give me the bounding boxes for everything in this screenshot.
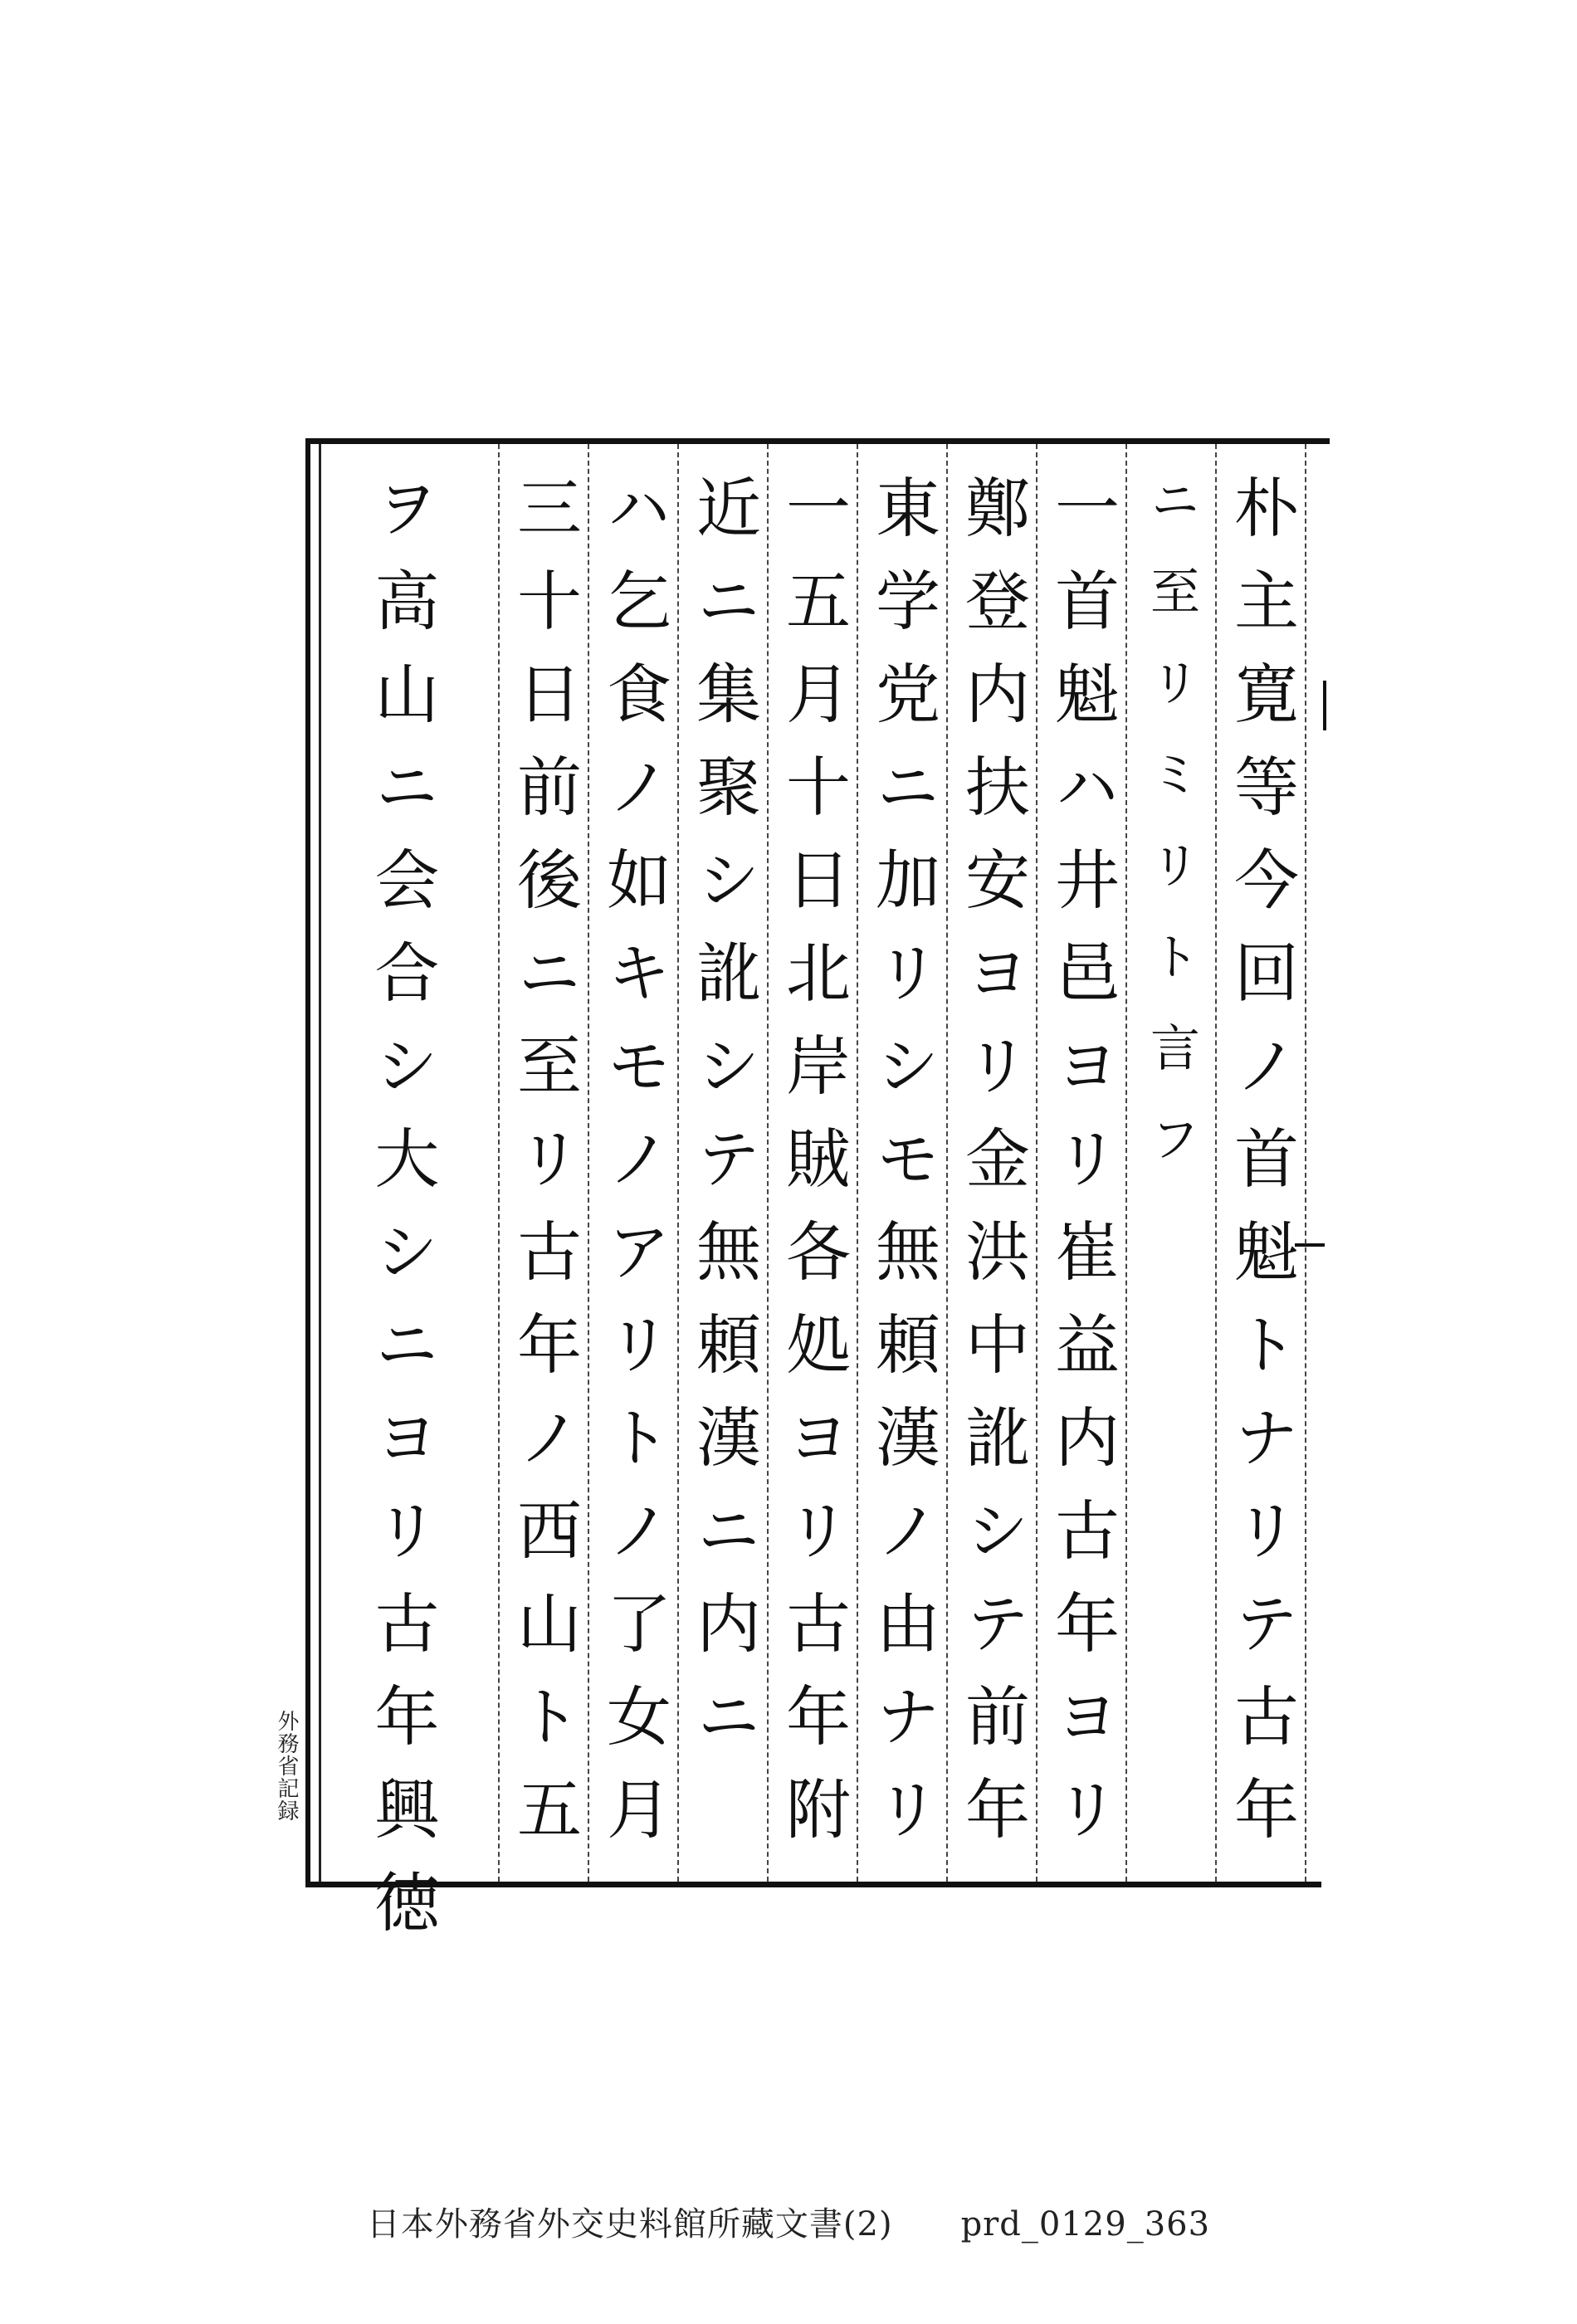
column-text: 一首魁ハ井邑ヨリ崔益内古年ヨリ — [1044, 474, 1119, 1868]
frame-corner-mark — [1318, 438, 1330, 444]
text-column-2 — [1127, 444, 1217, 1882]
column-text: 鄭登内扶安ヨリ金洪中訛シテ前年 — [954, 474, 1029, 1868]
text-column-10 — [319, 444, 500, 1961]
text-column-1 — [1217, 444, 1306, 1882]
text-column-4 — [948, 444, 1038, 1882]
column-text: 一五月十日北岸賊各処ヨリ古年附 — [775, 474, 850, 1868]
text-column-7 — [679, 444, 769, 1882]
text-column-5 — [858, 444, 948, 1882]
column-text: ニ至リミリト言フ — [1142, 474, 1200, 1204]
text-column-6 — [769, 444, 858, 1882]
archive-stamp: 外務省記録 — [274, 1710, 299, 1822]
margin-mark — [1310, 681, 1326, 730]
manuscript-columns — [319, 444, 1306, 1961]
column-text: 近ニ集聚シ訛シテ無頼漢ニ内ニ — [686, 474, 760, 1775]
column-text: 朴主寛等今回ノ首魁トナリテ古年 — [1223, 474, 1298, 1868]
column-text: ハ乞食ノ如キモノアリトノ了女月 — [596, 474, 671, 1868]
column-text: ヲ高山ニ会合シ大シニヨリ古年興徳 — [364, 474, 439, 1961]
page-caption: 日本外務省外交史料館所藏文書(2) prd_0129_363 — [366, 2205, 1211, 2243]
text-column-9 — [500, 444, 589, 1882]
text-column-8 — [589, 444, 679, 1882]
column-text: 三十日前後ニ至リ古年ノ西山ト五 — [506, 474, 581, 1868]
column-text: 東学党ニ加リシモ無頼漢ノ由ナリ — [865, 474, 940, 1868]
text-column-3 — [1038, 444, 1127, 1882]
